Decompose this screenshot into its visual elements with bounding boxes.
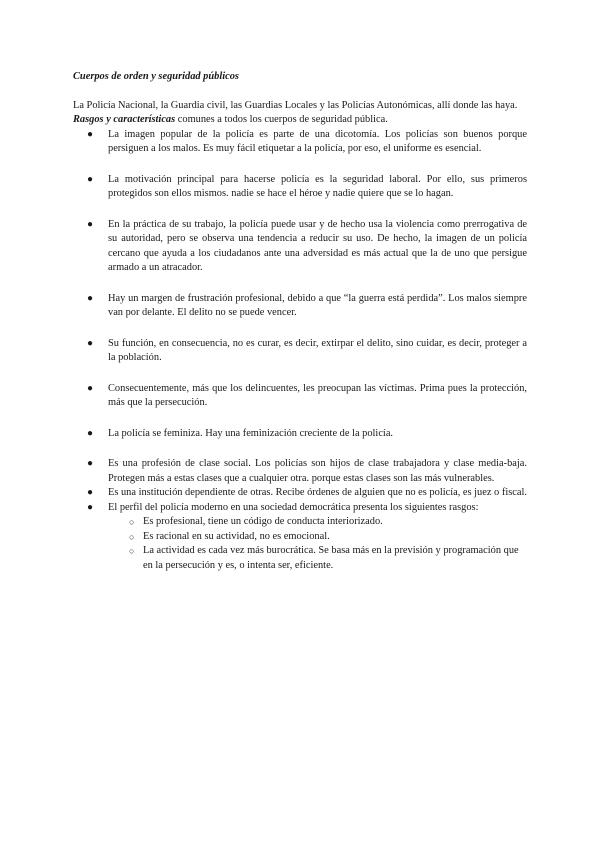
- list-item: [73, 486, 527, 501]
- list-item: [73, 292, 527, 321]
- list-item: [73, 218, 527, 276]
- list-item: [73, 501, 527, 574]
- bullet-icon: ●: [87, 337, 94, 349]
- bullet-icon: ●: [87, 487, 94, 498]
- list-item: [73, 382, 527, 411]
- bullet-icon: ●: [87, 501, 94, 513]
- document-page: [73, 70, 527, 573]
- list-item-text: Es una institución dependiente de otras. Recibe órdenes de alguien que no es policía, es juez o fiscal.: [108, 487, 527, 498]
- bullet-icon: ●: [87, 458, 94, 469]
- features-lead: Rasgos y características: [73, 114, 176, 125]
- sublist-item: [108, 544, 527, 573]
- list-item-text: En la práctica de su trabajo, la policía puede usar y de hecho usa la violencia como prerrogativa de su autoridad, pero se observa una tendencia a reducir su uso. De hecho, la imagen de un policía cercano que ayuda a los ciudadanos ante una adversidad es más actual que la de uno que persigue armado a un atracador.: [108, 218, 527, 273]
- bullet-icon: ●: [87, 173, 94, 185]
- list-item: [73, 337, 527, 366]
- list-item-text: La policía se feminiza. Hay una feminización creciente de la policía.: [108, 427, 394, 439]
- list-item-text: La imagen popular de la policía es parte de una dicotomía. Los policías son buenos porque persiguen a los malos. Es muy fácil etiquetar a la policía, por eso, el uniforme es esencial.: [108, 128, 527, 154]
- list-item-text: Es una profesión de clase social. Los policías son hijos de clase trabajadora y clase media-baja. Protegen más a estas clases que a cualquier otra. porque estas clases son las más vulnerables.: [108, 458, 527, 484]
- sublist-item-text: Es racional en su actividad, no es emocional.: [143, 530, 330, 542]
- document-title: Cuerpos de orden y seguridad públicos: [73, 71, 239, 82]
- hollow-bullet-icon: ○: [129, 517, 135, 527]
- list-item-text: Su función, en consecuencia, no es curar, es decir, extirpar el delito, sino cuidar, es decir, proteger a la población.: [108, 337, 527, 363]
- list-item: [73, 427, 527, 442]
- list-item-text: La motivación principal para hacerse policía es la seguridad laboral. Por ello, sus primeros protegidos son ellos mismos. nadie se hace el héroe y nadie quiere que se lo hagan.: [108, 173, 527, 199]
- features-rest: comunes a todos los cuerpos de seguridad pública.: [175, 114, 388, 125]
- sublist-item: [108, 530, 527, 545]
- sublist-item-text: Es profesional, tiene un código de conducta interiorizado.: [143, 516, 383, 527]
- hollow-bullet-icon: ○: [129, 531, 135, 542]
- list-item-text: El perfil del policía moderno en una sociedad democrática presenta los siguientes rasgos:: [108, 501, 479, 513]
- intro-paragraph: La Policía Nacional, la Guardia civil, las Guardias Locales y las Policías Autonómicas, allí donde las haya.: [73, 99, 518, 111]
- profile-sublist: [108, 515, 527, 573]
- bullet-icon: ●: [87, 427, 94, 439]
- features-heading: [73, 113, 527, 128]
- list-item: [73, 457, 527, 486]
- characteristics-list: [73, 128, 527, 574]
- bullet-icon: ●: [87, 218, 94, 230]
- list-item: [73, 128, 527, 157]
- bullet-icon: ●: [87, 382, 94, 394]
- list-item: [73, 173, 527, 202]
- list-item-text: Hay un margen de frustración profesional, debido a que “la guerra está perdida”. Los malos siempre van por delante. El delito no se puede vencer.: [108, 292, 527, 318]
- sublist-item: [108, 515, 527, 530]
- bullet-icon: ●: [87, 292, 94, 304]
- bullet-icon: ●: [87, 128, 94, 140]
- list-item-text: Consecuentemente, más que los delincuentes, les preocupan las víctimas. Prima pues la protección, más que la persecución.: [108, 382, 527, 408]
- hollow-bullet-icon: ○: [129, 546, 135, 556]
- sublist-item-text: La actividad es cada vez más burocrática. Se basa más en la previsión y programación que en la persecución y es, o intenta ser, eficiente.: [143, 545, 519, 571]
